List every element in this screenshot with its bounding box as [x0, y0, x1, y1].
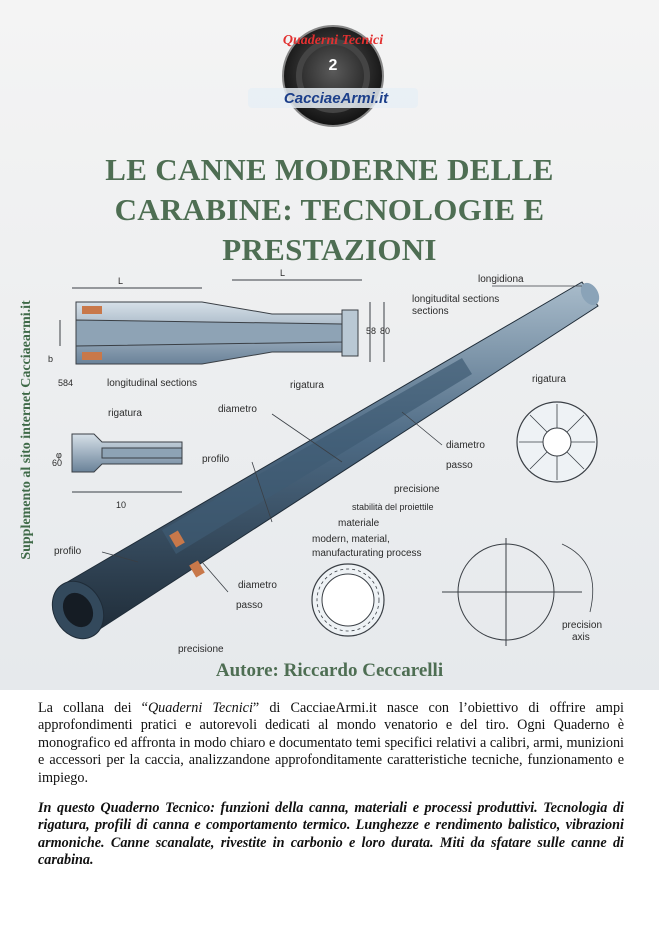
dim-80: 80: [380, 326, 391, 336]
page-title: [40, 150, 619, 270]
dim-60: 60: [52, 458, 63, 468]
label-precision-axis-1: precision: [562, 620, 603, 631]
label-modern-2: manufacturating process: [312, 548, 422, 559]
title-line-3: PRESTAZIONI: [222, 232, 437, 267]
intro-series-name: Quaderni Tecnici: [147, 700, 253, 716]
label-rigatura-3: rigatura: [108, 408, 142, 419]
label-passo-2: passo: [236, 600, 263, 611]
intro-text-start: La collana dei “: [38, 700, 148, 716]
barrel-technical-drawing: [42, 262, 659, 660]
dim-58: 58: [366, 326, 377, 336]
chamber-drawing: [72, 434, 182, 492]
label-longitudinal-sections-1: longitudital sections: [412, 294, 500, 305]
bore-cross-section: [312, 564, 384, 636]
label-passo-1: passo: [446, 460, 473, 471]
quaderni-tecnici-logo: [248, 14, 418, 134]
contents-paragraph: In questo Quaderno Tecnico: funzioni della canna, materiali e processi produttivi. Tecnologia di rigatura, profili di canna e comportamento termico. Lunghezze e rendimento balistico, vibrazioni armoniche. Canne scanalate, rivestite in carbonio e loro durata. Miti da sfatare sulle canne di carabina.: [38, 800, 624, 869]
rifling-cross-section: [517, 402, 597, 482]
dim-l-2: L: [280, 268, 286, 278]
author: Autore: Riccardo Ceccarelli: [215, 660, 444, 681]
label-modern-1: modern, material,: [312, 534, 390, 545]
title-line-1: LE CANNE MODERNE DELLE: [105, 152, 554, 187]
side-caption-text: Supplemento al sito internet Cacciaearmi.it: [19, 300, 34, 560]
label-precisione-2: precisione: [178, 644, 224, 655]
label-diametro-2: diametro: [446, 440, 485, 451]
logo-site: CacciaeArmi.it: [283, 90, 389, 107]
label-diametro-3: diametro: [238, 580, 277, 591]
intro-text-rest: ” di CacciaeArmi.it nasce con l’obiettivo di offrire ampi approfondimenti pratici e autorevoli dedicati al mondo venatorio e del tiro. Ogni Quaderno è monografico ed affronta in modo chiaro e documentato temi specifici relativi a calibri, armi, munizioni e accessori per la caccia, analizzandone approfonditamente caratteristiche tecniche, funzionamento e impiego.: [38, 700, 624, 786]
svg-text:sections: sections: [412, 306, 449, 317]
dim-b: b: [48, 354, 54, 364]
label-profilo-1: profilo: [202, 454, 230, 465]
label-profilo-2: profilo: [54, 546, 82, 557]
title-line-2: CARABINE: TECNOLOGIE E: [114, 192, 545, 227]
label-rigatura-1: rigatura: [290, 380, 324, 391]
label-diametro-1: diametro: [218, 404, 257, 415]
dim-10: 10: [116, 500, 127, 510]
dim-l-1: L: [118, 276, 124, 286]
intro-paragraph: [38, 700, 624, 787]
label-rigatura-2: rigatura: [532, 374, 566, 385]
label-precisione-1: precisione: [394, 484, 440, 495]
dim-584: 584: [58, 378, 74, 388]
dim-phi: φ: [56, 450, 62, 460]
label-precision-axis-2: axis: [572, 632, 590, 643]
label-materiale: materiale: [338, 518, 380, 529]
label-longitudinal-top: longidiona: [478, 274, 524, 285]
label-longitudinal-sections-2: longitudinal sections: [107, 378, 198, 389]
longitudinal-section-drawing: [60, 280, 384, 364]
label-stabilita: stabilità del proiettile: [352, 502, 434, 512]
logo-number: 2: [328, 57, 338, 74]
logo-series: Quaderni Tecnici: [282, 33, 384, 48]
